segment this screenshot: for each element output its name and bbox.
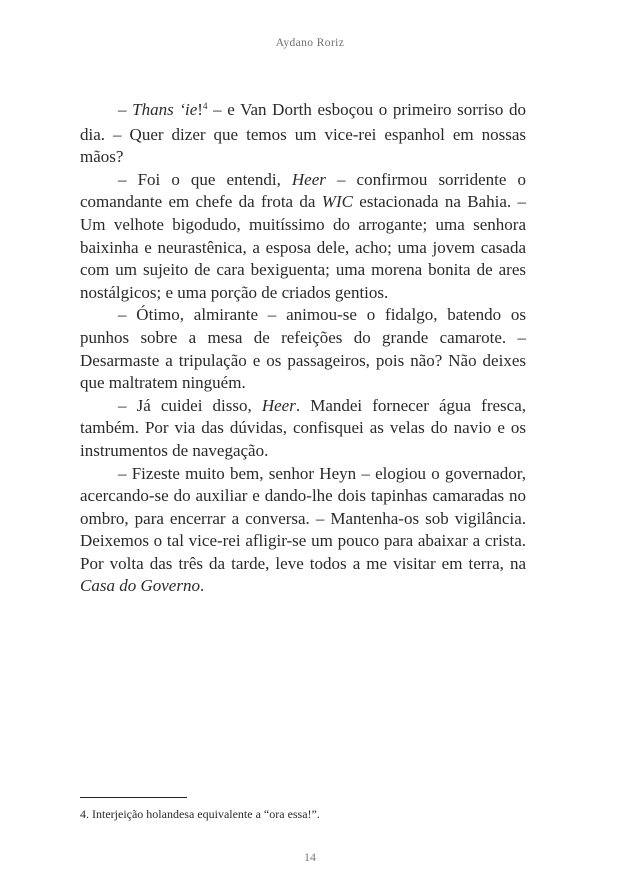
italic-heer: Heer (261, 395, 296, 415)
paragraph-2 (80, 169, 526, 305)
paragraph-5-text-2: . (199, 576, 205, 596)
paragraph-2-text-2: – confirmou sorridente o comandante em chefe da frota da (80, 169, 526, 212)
paragraph-4 (80, 395, 526, 463)
paragraph-1-text-3: – e Van Dorth esboçou o primeiro sorriso do dia. – Quer dizer que temos um vice-rei espanhol em nossas mãos? (80, 100, 527, 167)
paragraph-1-text-1: – (118, 100, 133, 119)
footnote (80, 807, 526, 822)
paragraph-2-text-3: estacionada na Bahia. – Um velhote bigodudo, muitíssimo do arrogante; uma senhora baixinha e neurastênica, a esposa dele, acho; uma jovem casada com um sujeito de cara bexiguenta; uma morena bonita de ares nostálgicos; e uma porção de criados gentios. (80, 192, 526, 302)
paragraph-2-text-1: – Foi o que entendi, (118, 169, 292, 189)
paragraph-5 (80, 463, 526, 599)
italic-heer: Heer (291, 169, 326, 189)
paragraph-4-text-2: . Mandei fornecer água fresca, também. Por via das dúvidas, confisquei as velas do navio e os instrumentos de navegação. (80, 395, 527, 460)
footnote-number: 4. (80, 807, 89, 821)
italic-wic: WIC (321, 192, 353, 212)
running-head: Aydano Roriz (275, 37, 345, 49)
footnote-text: Interjeição holandesa equivalente a “ora essa!”. (92, 807, 320, 821)
paragraph-4-text-1: – Já cuidei disso, (118, 395, 262, 415)
paragraph-3 (80, 304, 526, 394)
footnote-divider (80, 797, 187, 798)
page-number: 14 (304, 850, 316, 864)
paragraph-5-text-1: – Fizeste muito bem, senhor Heyn – elogiou o governador, acercando-se do auxiliar e dando-lhe dois tapinhas camaradas no ombro, para encerrar a conversa. – Mantenha-os sob vigilância. Deixemos o tal vice-rei afligir-se um pouco para abaixar a crista. Por volta das três da tarde, leve todos a me visitar em terra, na (80, 463, 526, 573)
exclamation-thans-ie: Thans ‘ie (132, 100, 198, 119)
footnote-reference: 4 (202, 101, 208, 111)
paragraph-3-text-1: – Ótimo, almirante – animou-se o fidalgo, batendo os punhos sobre a mesa de refeições do grande camarote. – Desarmaste a tripulação e os passageiros, pois não? Não deixes que maltratem ninguém. (80, 305, 526, 393)
paragraph-1 (80, 99, 526, 169)
body-text (80, 99, 526, 598)
paragraph-1-text-2: ! (197, 100, 203, 119)
italic-casa-do-governo: Casa do Governo (80, 576, 200, 596)
